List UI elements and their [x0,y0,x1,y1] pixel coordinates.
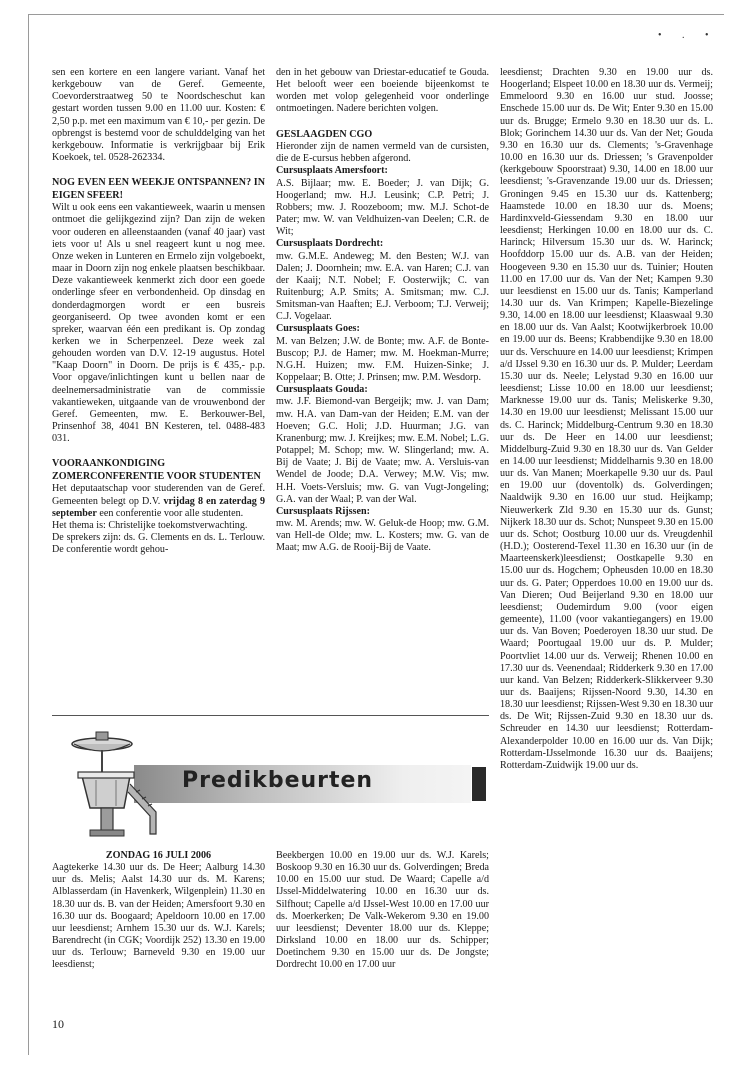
article-theme: Het thema is: Christelijke toekomstverwachting. [52,519,248,531]
cursusplaats-names: mw. G.M.E. Andeweg; M. den Besten; W.J. van Dalen; J. Doornhein; mw. E.A. van Haren; C.J. van der Kaaij; N.T. Nobel; F. Oosterwijk; C. van Ruitenburg; A.P. Smits; A. Smitsman; mw. C.J. Smitsman-van Haaften; E.J. Verboom; T.J. Verweij; C.J. Vogelaar. [276,250,489,323]
cursusplaats-name: Cursusplaats Rijssen: [276,505,370,517]
article-body-vakantieweek: Wilt u ook eens een vakantieweek, waarin u mensen ontmoet die gelijkgezind zijn? Dan zijn de weken voor ouderen en alleenstaanden (vanaf 40 jaar) vast iets voor u! Als u snel reageert kunt u nog mee. Onze weken in Lunteren en Ermelo zijn volgeboekt, maar in Doorn zijn nog enkele plaatsen beschikbaar. Deze vakantieweek kenmerkt zich door een goede onderlinge sfeer en verbondenheid. Op dinsdag en donderdagmorgen wordt er een busreis georganiseerd. Op twee avonden komt er een spreker, waarvan één een predikant is. Op zondag kerken we in Scherpenzeel. Deze week zal gehouden worden van D.V. 12-19 augustus. Hotel "Kaap Doorn" in Doorn. De prijs is € 435,- p.p. Voor opgave/inlichtingen kunt u bellen naar de deelnemersadministratie van de commissie vakantieweken, uitgaande van de vrouwenbond der Geref. Gemeenten, mw. E. Berkouwer-Bel, Prinsenhof 38, 4041 BN Kesteren, tel. 0488-483 031. [52,202,265,445]
cursusplaats-name: Cursusplaats Gouda: [276,384,368,396]
predikbeurten-list: leesdienst; Drachten 9.30 en 19.00 uur ds. Hoogerland; Elspeet 10.00 en 18.30 uur ds. Vermeij; Emmeloord 9.30 en 16.00 uur stud. Joosse; Enschede 15.00 uur ds. De Wit; Enter 9.30 en 15.00 uur ds. Brugge; Ermelo 9.30 en 18.30 uur ds. L. Blok; Gorinchem 14.30 uur ds. Van der Net; Gouda 9.30 en 16.30 uur ds. Clements; 's-Gravenhage 10.00 en 16.30 uur ds. Driessen; 's Gravenpolder (kerkgebouw Spoorstraat) 9.30, 14.00 en 18.00 uur leesdienst; 's-Gravenzande 19.00 uur ds. Driessen; Groningen 9.45 en 15.30 uur ds. Kattenberg; Haamstede 10.00 en 18.30 uur ds. Moens; Hardinxveld-Giessendam 9.30 en 18.00 uur leesdienst; Herkingen 10.00 en 18.00 uur ds. C. Harinck; Hilversum 15.30 uur ds. W. Harinck; Hoofddorp 15.00 uur ds. A.B. van der Heiden; Hoogeveen 9.30 en 15.30 uur ds. Tuinier; Houten 11.00 en 17.00 uur ds. Van der Net; Kampen 9.30 uur leesdienst en 15.00 uur ds. Tanis; Kamperland 14.30 uur ds. Van Krimpen; Kapelle-Biezelinge 9.30, 14.00 en 18.00 uur leesdienst; Klaaswaal 9.30 en 18.00 uur ds. Van Aalst; Kootwijkerbroek 10.00 en 19.00 uur ds. Beens; Krabbendijke 9.30 en 18.00 uur ds. Verschuure en 14.00 uur leesdienst; Krimpen a/d IJssel 9.30 en 16.30 uur ds. P. Mulder; Leerdam 15.30 uur ds. Neele; Lelystad 9.30 en 16.00 uur leesdienst; Lisse 10.00 en 18.00 uur leesdienst; Marknesse 19.00 uur ds. Tanis; Meliskerke 9.30, 14.30 en 19.00 uur leesdienst; Melissant 15.00 uur ds. C. Harinck; Middelburg-Centrum 9.30 en 18.30 uur ds. De Heer en 14.00 uur leesdienst; Middelburg-Zuid 9.30 en 18.30 uur ds. Van Gelder en 14.00 uur leesdienst; Middelharnis 9.30 en 18.00 uur ds. Van Manen; Moerkapelle 9.30 uur ds. Paul en 19.00 uur (doventolk) ds. Golverdingen; Naaldwijk 9.30 en 16.00 uur stud. Heijkamp; Nieuwerkerk Zld 9.30 en 15.30 uur ds. Gunst; Nijkerk 18.30 uur ds. Schot; Nunspeet 9.30 en 15.00 uur ds. Schot; Oostburg 10.00 uur ds. Vreugdenhil (H.D.); Oosterend-Texel 11.30 en 16.30 uur (in de Maarteenskerk)leesdienst; Oostkapelle 9.30 en 15.00 uur ds. Hogchem; Opheusden 10.00 en 18.30 uur ds. G. Pater; Opperdoes 10.00 en 19.00 uur ds. Van Dieren; Oud Beijerland 9.30 en 18.00 uur leesdienst; Oudemirdum 9.00 (voor eigen gemeente), 11.00 (voor vakantiegangers) en 19.00 uur ds. Van Boven; Poederoyen 18.30 uur stud. De Waard; Poortugaal 19.00 uur ds. P. Mulder; Poortvliet 14.00 uur ds. Verweij; Rhenen 10.00 en 17.30 uur ds. Veenendaal; Ridderkerk 9.30 en 17.00 uur kand. Van Belzen; Ridderkerk-Slikkerveer 9.30 uur ds. Baaijens; Rijssen-Noord 9.30, 14.30 en 18.30 uur leesdienst; Rijssen-West 9.30 en 18.30 uur ds. De Wit; Rijssen-Zuid 9.30 en 18.30 uur ds. Schreuder en 14.30 uur leesdienst; Rotterdam-Alexanderpolder 10.00 en 16.00 uur ds. Van Dijk; Rotterdam-IJsselmonde 16.30 uur ds. Baaijens; Rotterdam-Zuidwijk 19.00 uur ds. [500,67,713,771]
cursusplaats-gouda [276,384,489,506]
cursusplaats-rijssen [276,506,489,555]
article-heading-vakantieweek: NOG EVEN EEN WEEKJE ONTSPANNEN? IN EIGEN SFEER! [52,177,265,201]
article-speakers: De sprekers zijn: ds. G. Clements en ds. L. Terlouw. De conferentie wordt gehou- [52,532,265,556]
cursusplaats-amersfoort [276,165,489,238]
banner-title: Predikbeurten [182,768,374,793]
corner-marks: • . • [658,30,718,41]
cursusplaats-names: mw. J.F. Biemond-van Bergeijk; mw. J. van Dam; mw. H.A. van Dam-van der Heiden; E.M. van der Hoeven; G.C. Holi; J.D. Huurman; J.G. van Kranenburg; mw. J. Kreijkes; mw. E.M. Nobel; L.G. Potappel; M. Schop; mw. W. Slingerland; mw. A. Bij de Vaate; J. Bij de Vaate; mw. A. Versluis-van Wendel de Joode; D.A. Verwey; M.W. Vis; mw. H.H. Voets-Versluis; mw. G. van Vugt-Jongeling; G.A. van der Waal; P. van der Wal. [276,396,489,505]
cursusplaats-dordrecht [276,238,489,323]
column-2 [276,67,489,712]
article-continuation-2: den in het gebouw van Driestar-educatief te Gouda. Het belooft weer een boeiende bijeenkomst te worden met volop gelegenheid voor onderlinge ontmoetingen. Nadere berichten volgen. [276,67,489,115]
cursusplaats-name: Cursusplaats Dordrecht: [276,238,384,250]
banner-dark-block [472,767,486,801]
column-1 [52,67,265,712]
service-date: ZONDAG 16 JULI 2006 [105,850,212,861]
cursusplaats-names: mw. M. Arends; mw. W. Geluk-de Hoop; mw. G.M. van Hell-de Olde; mw. L. Kosters; mw. G. van de Maat; mw A.G. de Rooij-Bij de Vaate. [276,517,489,554]
cursusplaats-names: M. van Belzen; J.W. de Bonte; mw. A.F. de Bonte-Buscop; P.J. de Hamer; mw. M. Hoekman-Murre; N.G.H. Huizen; mw. F.M. Huizen-Sinke; J. Koppelaar; B. Otte; J. Prinsen; mw. P.M. Wesdorp. [276,335,489,384]
page-number: 10 [52,1017,64,1031]
article-continuation: sen een kortere en een langere variant. Vanaf het kerkgebouw van de Geref. Gemeente, Coevorderstraatweg 50 te Noordscheschut kan gestart worden tussen 9.00 en 11.00 uur. Kosten: € 2,50 p.p. met een maximum van € 10,- per gezin. De opbrengst is bestemd voor de schulddelging van het kerkgebouw. Informatie is verkrijgbaar bij Erik Koekoek, tel. 0528-262334. [52,67,265,164]
predikbeurten-banner [52,724,489,854]
cursusplaats-name: Cursusplaats Goes: [276,323,360,335]
cursusplaats-goes [276,323,489,384]
section-divider [52,715,489,716]
column-4 [52,850,265,1030]
geslaagden-lead: Hieronder zijn de namen vermeld van de cursisten, die de E-cursus hebben afgerond. [276,141,489,165]
cursusplaats-name: Cursusplaats Amersfoort: [276,165,388,177]
predikbeurten-list-b: Beekbergen 10.00 en 19.00 uur ds. W.J. Karels; Boskoop 9.30 en 16.30 uur ds. Golverdingen; Breda 10.00 en 15.00 uur stud. De Waard; Capelle a/d IJssel-Middelwatering 10.00 en 16.30 uur ds. Silfhout; Capelle a/d IJssel-West 10.00 en 17.00 uur ds. Moerkerken; De Valk-Wekerom 9.30 en 19.00 uur leesdienst; Deventer 18.00 uur ds. Kleppe; Dirksland 10.00 en 18.00 uur ds. Schipper; Doetinchem 9.30 en 15.00 uur ds. De Jongste; Dordrecht 10.00 en 17.00 uur [276,850,489,971]
article-heading-conferentie: VOORAANKONDIGING ZOMERCONFERENTIE VOOR STUDENTEN [52,458,261,482]
cursusplaats-names: A.S. Bijlaar; mw. E. Boeder; J. van Dijk; G. Hoogerland; mw. H.J. Leusink; C.P. Petri; J. Robbers; mw. J. Roozeboom; mw. M.J. Schot-de Pater; mw. W. van Veldhuizen-van Deelen; C.R. de Wit; [276,177,489,238]
column-5 [276,850,489,1030]
article-heading-geslaagden: GESLAAGDEN CGO [276,128,373,140]
column-3-predikbeurten [500,67,713,1037]
pulpit-icon [52,724,182,854]
predikbeurten-list-a: Aagtekerke 14.30 uur ds. De Heer; Aalburg 14.30 uur ds. Melis; Aalst 14.30 uur ds. M. Karens; Alblasserdam (in Havenkerk, Wilgenplein) 11.30 en 18.30 uur ds. B. van der Heiden; Amersfoort 9.30 en 16.30 uur ds. Boogaard; Apeldoorn 10.00 en 17.00 uur leesdienst; Arnhem 15.30 uur ds. W.J. Karels; Barendrecht (in CGK; Voordijk 252) 13.30 en 19.00 uur ds. Terlouw; Barneveld 9.30 en 19.00 uur leesdienst; [52,862,265,971]
article-body-conferentie: Het deputaatschap voor studerenden van de Geref. Gemeenten belegt op D.V. vrijdag 8 en zaterdag 9 september een conferentie voor alle studenten. [52,483,265,519]
